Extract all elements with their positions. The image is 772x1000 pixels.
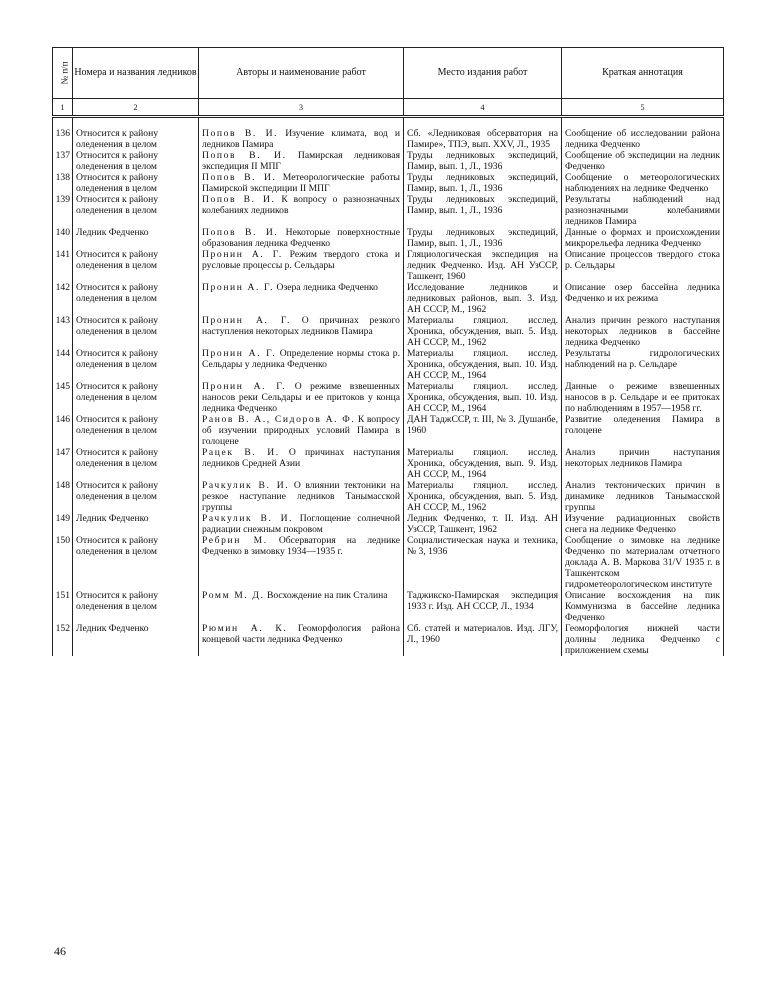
- glacier-name: Относится к району оледенения в целом: [73, 194, 199, 227]
- publication-place: Гляциологическая экспедиция на ледник Федченко. Изд. АН УзССР, Ташкент, 1960: [404, 249, 562, 282]
- header-place: Место издания работ: [404, 48, 562, 99]
- publication-place: Труды ледниковых экспедиций, Памир, вып. 1, Л., 1936: [404, 227, 562, 249]
- table-row: [53, 348, 724, 381]
- bibliography-table: [52, 47, 724, 656]
- author-name: Рацек В. И.: [202, 447, 280, 458]
- annotation: Данные о формах и происхождении микрорельефа ледника Федченко: [562, 227, 724, 249]
- table-row: [53, 623, 724, 656]
- row-number: 146: [53, 414, 73, 447]
- table-row: [53, 590, 724, 623]
- table-body: [53, 117, 724, 657]
- table-row: [53, 381, 724, 414]
- header-number: № п/п: [53, 48, 73, 99]
- annotation: Сообщение об исследовании района ледника Федченко: [562, 128, 724, 150]
- glacier-name: Относится к району оледенения в целом: [73, 414, 199, 447]
- table-row: [53, 128, 724, 150]
- glacier-name: Ледник Федченко: [73, 227, 199, 249]
- header-row: [53, 48, 724, 99]
- publication-place: Таджикско-Памирская экспедиция 1933 г. Изд. АН СССР, Л., 1934: [404, 590, 562, 623]
- glacier-name: Относится к району оледенения в целом: [73, 480, 199, 513]
- author-name: Ромм М. Д.: [202, 590, 265, 601]
- author-and-title: [199, 447, 404, 480]
- author-and-title: [199, 535, 404, 590]
- work-title: К вопросу об изучении природных условий Памира в голоцене: [202, 414, 400, 447]
- column-number: 1: [53, 99, 73, 117]
- work-title: Поглощение солнечной радиации снежным покровом: [202, 513, 400, 535]
- glacier-name: Относится к району оледенения в целом: [73, 172, 199, 194]
- publication-place: Сб. «Ледниковая обсерватория на Памире», ТПЭ, вып. XXV, Л., 1935: [404, 128, 562, 150]
- row-number: 137: [53, 150, 73, 172]
- publication-place: Исследование ледников и ледниковых районов, вып. 3. Изд. АН СССР, М., 1962: [404, 282, 562, 315]
- row-number: 145: [53, 381, 73, 414]
- author-name: Попов В. И.: [202, 150, 287, 161]
- column-number: 3: [199, 99, 404, 117]
- publication-place: Труды ледниковых экспедиций, Памир, вып. 1, Л., 1936: [404, 172, 562, 194]
- publication-place: Материалы гляциол. исслед. Хроника, обсуждения, вып. 10. Изд. АН СССР, М., 1964: [404, 381, 562, 414]
- header-glacier: Номера и названия ледников: [73, 48, 199, 99]
- glacier-name: Относится к району оледенения в целом: [73, 315, 199, 348]
- header-authors: Авторы и наименование работ: [199, 48, 404, 99]
- work-title: Озера ледника Федченко: [276, 282, 378, 293]
- publication-place: Труды ледниковых экспедиций, Памир, вып. 1, Л., 1936: [404, 194, 562, 227]
- author-and-title: [199, 513, 404, 535]
- author-name: Попов В. И.: [202, 128, 279, 139]
- author-name: Рачкулик В. И.: [202, 480, 290, 491]
- row-number: 150: [53, 535, 73, 590]
- glacier-name: Относится к району оледенения в целом: [73, 249, 199, 282]
- author-and-title: [199, 623, 404, 656]
- table-row: [53, 150, 724, 172]
- work-title: Определение нормы стока р. Сельдары у ледника Федченко: [202, 348, 400, 370]
- work-title: К вопросу о разнозначных колебаниях ледников: [202, 194, 400, 216]
- glacier-name: Ледник Федченко: [73, 623, 199, 656]
- work-title: Режим твердого стока и русловые процессы р. Сельдары: [202, 249, 400, 271]
- row-number: 140: [53, 227, 73, 249]
- author-name: Пронин А. Г.: [202, 249, 283, 260]
- publication-place: Материалы гляциол. исслед. Хроника, обсуждения, вып. 10. Изд. АН СССР, М., 1964: [404, 348, 562, 381]
- author-name: Ребрин М.: [202, 535, 268, 546]
- column-number: 5: [562, 99, 724, 117]
- work-title: Памирская ледниковая экспедиция II МПГ: [202, 150, 400, 172]
- row-number: 139: [53, 194, 73, 227]
- table-row: [53, 227, 724, 249]
- row-number: 148: [53, 480, 73, 513]
- work-title: Восхождение на пик Сталина: [266, 590, 388, 601]
- table-row: [53, 282, 724, 315]
- glacier-name: Относится к району оледенения в целом: [73, 128, 199, 150]
- annotation: Данные о режиме взвешенных наносов в р. Сельдаре и ее притоках по наблюдениям в 1957—1958 гг.: [562, 381, 724, 414]
- glacier-name: Относится к району оледенения в целом: [73, 150, 199, 172]
- publication-place: Социалистическая наука и техника, № 3, 1936: [404, 535, 562, 590]
- glacier-name: Относится к району оледенения в целом: [73, 535, 199, 590]
- annotation: Анализ причин резкого наступания некоторых ледников в бассейне ледника Федченко: [562, 315, 724, 348]
- glacier-name: Относится к району оледенения в целом: [73, 590, 199, 623]
- annotation: Анализ причин наступания некоторых ледников Памира: [562, 447, 724, 480]
- author-name: Ранов В. А., Сидоров А. Ф.: [202, 414, 356, 425]
- annotation: Развитие оледенения Памира в голоцене: [562, 414, 724, 447]
- author-and-title: [199, 414, 404, 447]
- author-and-title: [199, 282, 404, 315]
- row-number: 152: [53, 623, 73, 656]
- table-row: [53, 194, 724, 227]
- author-and-title: [199, 128, 404, 150]
- publication-place: ДАН ТаджССР, т. III, № 3. Душанбе, 1960: [404, 414, 562, 447]
- table-row: [53, 172, 724, 194]
- glacier-name: Относится к району оледенения в целом: [73, 282, 199, 315]
- table-row: [53, 535, 724, 590]
- author-name: Попов В. И.: [202, 194, 276, 205]
- column-number-row: [53, 99, 724, 117]
- table-row: [53, 249, 724, 282]
- annotation: Сообщение о зимовке на леднике Федченко по материалам отчетного доклада А. В. Маркова 31/V 1935 г. в Ташкентском гидрометеорологическом институте: [562, 535, 724, 590]
- work-title: Изучение климата, вод и ледников Памира: [202, 128, 400, 150]
- work-title: Некоторые поверхностные образования ледника Федченко: [202, 227, 400, 249]
- table-row: [53, 414, 724, 447]
- author-and-title: [199, 194, 404, 227]
- row-number: 138: [53, 172, 73, 194]
- work-title: Метеорологические работы Памирской экспедиции II МПГ: [202, 172, 400, 194]
- author-and-title: [199, 348, 404, 381]
- author-and-title: [199, 315, 404, 348]
- table-row: [53, 315, 724, 348]
- row-number: 151: [53, 590, 73, 623]
- author-and-title: [199, 249, 404, 282]
- annotation: Сообщение о метеорологических наблюдениях на леднике Федченко: [562, 172, 724, 194]
- author-name: Рюмин А. К.: [202, 623, 288, 634]
- table-row: [53, 447, 724, 480]
- annotation: Результаты гидрологических наблюдений на р. Сельдаре: [562, 348, 724, 381]
- work-title: О режиме взвешенных наносов реки Сельдары и ее притоков у конца ледника Федченко: [202, 381, 400, 414]
- annotation: Сообщение об экспедиции на ледник Федченко: [562, 150, 724, 172]
- publication-place: Труды ледниковых экспедиций, Памир, вып. 1, Л., 1936: [404, 150, 562, 172]
- author-name: Пронин А. Г.: [202, 348, 277, 359]
- author-name: Попов В. И.: [202, 227, 279, 238]
- annotation: Результаты наблюдений над разнозначными колебаниями ледников Памира: [562, 194, 724, 227]
- work-title: Геоморфология района концевой части ледника Федченко: [202, 623, 400, 645]
- author-and-title: [199, 590, 404, 623]
- author-name: Рачкулик В. И.: [202, 513, 294, 524]
- glacier-name: Относится к району оледенения в целом: [73, 447, 199, 480]
- row-number: 136: [53, 128, 73, 150]
- annotation: Описание восхождения на пик Коммунизма в бассейне ледника Федченко: [562, 590, 724, 623]
- row-number: 143: [53, 315, 73, 348]
- author-and-title: [199, 480, 404, 513]
- glacier-name: Относится к району оледенения в целом: [73, 381, 199, 414]
- column-number: 4: [404, 99, 562, 117]
- annotation: Описание процессов твердого стока р. Сельдары: [562, 249, 724, 282]
- work-title: Обсерватория на леднике Федченко в зимовку 1934—1935 г.: [202, 535, 400, 557]
- page-number: 46: [54, 944, 66, 958]
- table-row: [53, 513, 724, 535]
- author-and-title: [199, 381, 404, 414]
- header-annotation: Краткая аннотация: [562, 48, 724, 99]
- work-title: О влиянии тектоники на резкое наступание ледников Танымасской группы: [202, 480, 400, 513]
- author-name: Попов В. И.: [202, 172, 277, 183]
- author-and-title: [199, 227, 404, 249]
- row-number: 142: [53, 282, 73, 315]
- publication-place: Материалы гляциол. исслед. Хроника, обсуждения, вып. 5. Изд. АН СССР, М., 1962: [404, 480, 562, 513]
- row-number: 149: [53, 513, 73, 535]
- publication-place: Ледник Федченко, т. II. Изд. АН УзССР, Ташкент, 1962: [404, 513, 562, 535]
- glacier-name: Ледник Федченко: [73, 513, 199, 535]
- author-name: Пронин А. Г.: [202, 282, 275, 293]
- author-name: Пронин А. Г.: [202, 315, 291, 326]
- work-title: О причинах наступания ледников Средней Азии: [202, 447, 401, 469]
- table-row: [53, 480, 724, 513]
- column-number: 2: [73, 99, 199, 117]
- annotation: Геоморфология нижней части долины ледника Федченко с приложением схемы: [562, 623, 724, 656]
- author-name: Пронин А. Г.: [202, 381, 287, 392]
- row-number: 144: [53, 348, 73, 381]
- row-number: 147: [53, 447, 73, 480]
- annotation: Описание озер бассейна ледника Федченко и их режима: [562, 282, 724, 315]
- author-and-title: [199, 172, 404, 194]
- publication-place: Материалы гляциол. исслед. Хроника, обсуждения, вып. 5. Изд. АН СССР, М., 1962: [404, 315, 562, 348]
- author-and-title: [199, 150, 404, 172]
- row-number: 141: [53, 249, 73, 282]
- publication-place: Сб. статей и материалов. Изд. ЛГУ, Л., 1960: [404, 623, 562, 656]
- publication-place: Материалы гляциол. исслед. Хроника, обсуждения, вып. 9. Изд. АН СССР, М., 1964: [404, 447, 562, 480]
- annotation: Анализ тектонических причин в динамике ледников Танымасской группы: [562, 480, 724, 513]
- annotation: Изучение радиационных свойств снега на леднике Федченко: [562, 513, 724, 535]
- work-title: О причинах резкого наступления некоторых ледников Памира: [202, 315, 400, 337]
- glacier-name: Относится к району оледенения в целом: [73, 348, 199, 381]
